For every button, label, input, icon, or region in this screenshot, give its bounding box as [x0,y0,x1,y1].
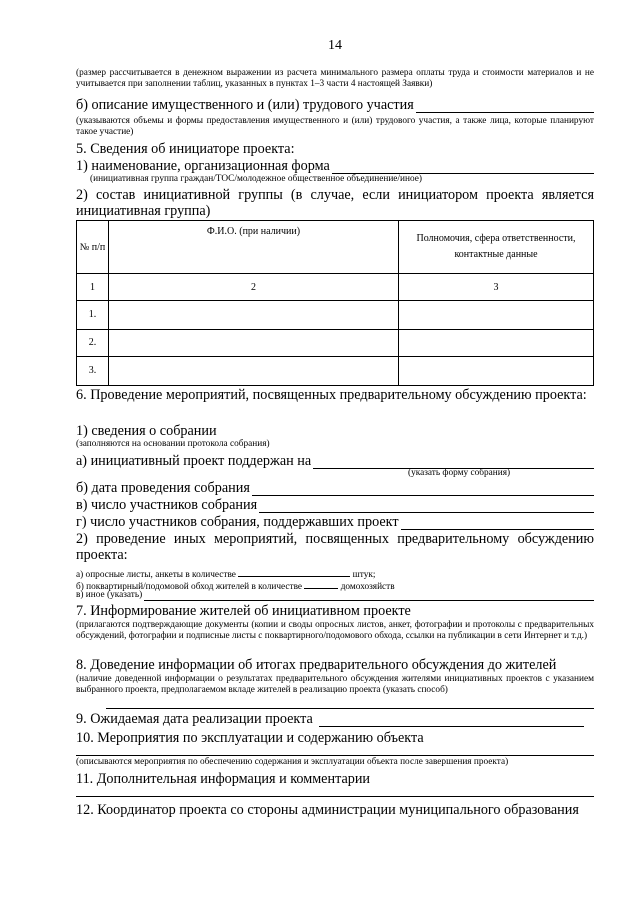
item-b-note: (указываются объемы и формы предоставления имущественного и (или) трудового участия, а также лица, которые планируют такое участие) [76,116,594,137]
table-numbering-row [77,274,594,301]
s9-date-field[interactable] [319,714,584,727]
s6-a-note: (указать форму собрания) [408,468,511,478]
s5-p1-note: (инициативная группа граждан/ТОС/молодежное общественное объединение/иное) [90,174,422,184]
table-cell-authority[interactable] [399,330,594,357]
s6-p1-note: (заполняются на основании протокола собрания) [76,439,270,449]
s6-c-field[interactable] [259,500,594,513]
table-col-num-1: 1 [77,274,109,301]
s6-c-row [76,497,594,513]
table-col-num-2: 2 [109,274,399,301]
s6-b-row [76,480,594,496]
item-b-label: б) описание имущественного и (или) трудового участия [76,97,414,113]
s5-p1-row [76,158,594,174]
table-row-number: 1. [77,301,109,330]
initiative-group-table [76,220,594,386]
item-b-row [76,97,594,113]
s6-p2-c-row [76,590,594,601]
section-7-title: 7. Информирование жителей об инициативном проекте [76,603,411,619]
s10-note: (описываются мероприятия по обеспечению содержания и эксплуатации объекта после завершения проекта) [76,757,509,767]
table-cell-authority[interactable] [399,357,594,386]
s8-answer-line[interactable] [106,708,594,709]
table-col-num-3: 3 [399,274,594,301]
s6-p2-b-field[interactable] [304,578,338,589]
s6-p2-a-label: а) опросные листы, анкеты в количестве [76,570,236,580]
s6-p2-c-field[interactable] [144,591,594,601]
s8-note: (наличие доведенной информации о результатах предварительного обсуждения жителями инициативных проектов с указанием выбранного проекта, предполагаемом вкладе жителей в реализацию проекта (указать способ) [76,674,594,695]
s10-answer-line[interactable] [76,755,594,756]
s5-p2-label: 2) состав инициативной группы (в случае, если инициатором проекта является [76,187,594,203]
table-cell-fio[interactable] [109,330,399,357]
s6-d-row [76,514,594,530]
s5-p1-field[interactable] [332,161,594,174]
item-b-field[interactable] [416,100,594,113]
s5-p2-label-line2: инициативная группа) [76,203,211,219]
s5-p1-label: 1) наименование, организационная форма [76,158,330,174]
s6-p2-a-suffix: штук; [352,570,376,580]
table-cell-fio[interactable] [109,357,399,386]
section-9-row [76,711,594,727]
s6-d-label: г) число участников собрания, поддержавших проект [76,514,399,530]
table-cell-fio[interactable] [109,301,399,330]
s5-p2-label-line1 [76,187,594,203]
table-header-number: № п/п [77,221,109,274]
section-11-title: 11. Дополнительная информация и комментарии [76,771,371,787]
s6-c-label: в) число участников собрания [76,497,258,513]
s7-note: (прилагаются подтверждающие документы (копии и своды опросных листов, анкет, фотографии и протоколы с предварительных обсуждений, фотографии и подписные листы с поквартирного/подомового обхода, ссылки на публикации в сети Интернет и т.д.) [76,620,594,641]
s6-p2-b-suffix: домохозяйств [340,582,395,592]
section-10-title: 10. Мероприятия по эксплуатации и содержанию объекта [76,730,424,746]
table-header-fio: Ф.И.О. (при наличии) [109,221,399,274]
section-9-title: 9. Ожидаемая дата реализации проекта [76,711,313,727]
s6-p2-b-label: б) поквартирный/подомовой обход жителей в количестве [76,582,303,592]
s6-p2-c-label: в) иное (указать) [76,590,143,600]
section-12-title: 12. Координатор проекта со стороны администрации муниципального образования [76,802,579,818]
table-row-number: 2. [77,330,109,357]
section-6-title: 6. Проведение мероприятий, посвященных предварительному обсуждению проекта: [76,387,587,403]
table-header-authority: Полномочия, сфера ответственности, контактные данные [399,221,594,274]
table-cell-authority[interactable] [399,301,594,330]
s6-a-row [76,453,594,469]
table-row [77,357,594,386]
s6-p2-label: 2) проведение иных мероприятий, посвященных предварительному обсуждению проекта: [76,531,594,563]
s6-a-label: а) инициативный проект поддержан на [76,453,312,469]
table-header-row [77,221,594,274]
s11-answer-line[interactable] [76,796,594,797]
s6-p2-a-field[interactable] [238,566,350,577]
s6-b-field[interactable] [252,483,594,496]
table-row-number: 3. [77,357,109,386]
page-number: 14 [328,38,342,53]
s6-p1-label: 1) сведения о собрании [76,423,217,439]
s6-b-label: б) дата проведения собрания [76,480,250,496]
intro-note: (размер рассчитывается в денежном выражении из расчета минимального размера оплаты труда и стоимости материалов и не учитывается при заполнении таблиц, указанных в пунктах 1–3 части 4 настоящей Заявки) [76,68,594,89]
section-8-title: 8. Доведение информации об итогах предварительного обсуждения до жителей [76,657,557,673]
table-row [77,301,594,330]
table-row [77,330,594,357]
section-5-title: 5. Сведения об инициаторе проекта: [76,141,295,157]
s6-d-field[interactable] [401,517,594,530]
